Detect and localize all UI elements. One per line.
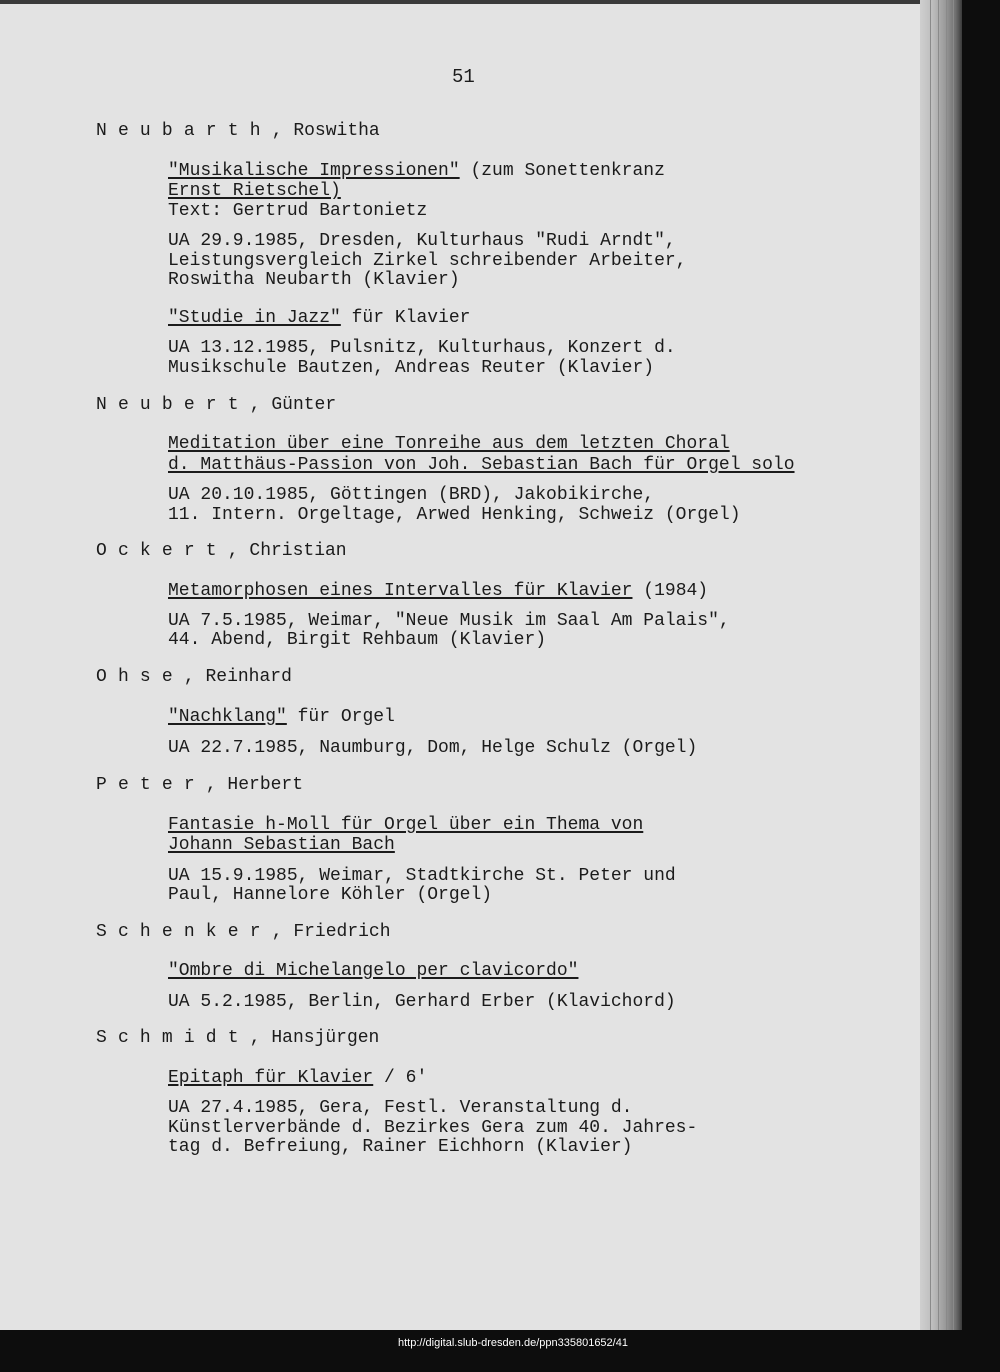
work-title-continued: Ernst Rietschel) xyxy=(168,181,341,201)
performance-line: Roswitha Neubarth (Klavier) xyxy=(168,270,460,290)
performance-line: Künstlerverbände d. Bezirkes Gera zum 40. Jahres- xyxy=(168,1118,698,1138)
composer-firstname: Christian xyxy=(249,541,347,561)
work-title: "Ombre di Michelangelo per clavicordo" xyxy=(168,961,579,981)
composer-heading: Ohse, Reinhard xyxy=(96,667,292,687)
page-edge-line xyxy=(953,0,954,1330)
composer-firstname: Reinhard xyxy=(205,667,292,687)
performance-line: tag d. Befreiung, Rainer Eichhorn (Klavier) xyxy=(168,1137,633,1157)
composer-surname: Schenker xyxy=(96,922,272,942)
work-title: "Studie in Jazz" für Klavier xyxy=(168,308,471,328)
performance-line: UA 15.9.1985, Weimar, Stadtkirche St. Peter und xyxy=(168,866,676,886)
page-edge-line xyxy=(946,0,947,1330)
performance-line: Musikschule Bautzen, Andreas Reuter (Klavier) xyxy=(168,358,655,378)
composer-surname: Ohse xyxy=(96,667,184,687)
page-top-edge xyxy=(0,0,962,4)
composer-heading: Peter, Herbert xyxy=(96,775,304,795)
composer-heading: Neubert, Günter xyxy=(96,395,337,415)
work-title-continued: Johann Sebastian Bach xyxy=(168,835,395,855)
work-title: "Nachklang" für Orgel xyxy=(168,707,395,727)
work-title: "Musikalische Impressionen" (zum Sonettenkranz xyxy=(168,161,665,181)
composer-heading: Schmidt, Hansjürgen xyxy=(96,1028,380,1048)
composer-firstname: Roswitha xyxy=(293,121,380,141)
composer-surname: Ockert xyxy=(96,541,228,561)
performance-line: UA 13.12.1985, Pulsnitz, Kulturhaus, Konzert d. xyxy=(168,338,676,358)
composer-firstname: Hansjürgen xyxy=(271,1028,380,1048)
performance-line: UA 22.7.1985, Naumburg, Dom, Helge Schulz (Orgel) xyxy=(168,738,698,758)
page-stack-edge xyxy=(920,0,962,1330)
composer-surname: Peter xyxy=(96,775,206,795)
composer-surname: Schmidt xyxy=(96,1028,250,1048)
composer-heading: Schenker, Friedrich xyxy=(96,922,391,942)
performance-line: UA 20.10.1985, Göttingen (BRD), Jakobikirche, xyxy=(168,485,655,505)
performance-line: UA 29.9.1985, Dresden, Kulturhaus "Rudi Arndt", xyxy=(168,231,676,251)
composer-heading: Neubarth, Roswitha xyxy=(96,121,380,141)
composer-heading: Ockert, Christian xyxy=(96,541,347,561)
performance-line: 11. Intern. Orgeltage, Arwed Henking, Schweiz (Orgel) xyxy=(168,505,741,525)
page-number: 51 xyxy=(452,66,475,88)
performance-line: 44. Abend, Birgit Rehbaum (Klavier) xyxy=(168,630,547,650)
work-title: Fantasie h-Moll für Orgel über ein Thema von xyxy=(168,815,644,835)
performance-line: Paul, Hannelore Köhler (Orgel) xyxy=(168,885,493,905)
source-url[interactable]: http://digital.slub-dresden.de/ppn335801652/41 xyxy=(398,1337,628,1349)
performance-line: Leistungsvergleich Zirkel schreibender Arbeiter, xyxy=(168,251,687,271)
composer-firstname: Herbert xyxy=(227,775,304,795)
composer-surname: Neubarth xyxy=(96,121,272,141)
work-title: Meditation über eine Tonreihe aus dem letzten Choral xyxy=(168,434,730,454)
performance-line: UA 5.2.1985, Berlin, Gerhard Erber (Klavichord) xyxy=(168,992,676,1012)
work-text-credit: Text: Gertrud Bartonietz xyxy=(168,201,428,221)
performance-line: UA 7.5.1985, Weimar, "Neue Musik im Saal Am Palais", xyxy=(168,611,730,631)
work-title-continued: d. Matthäus-Passion von Joh. Sebastian Bach für Orgel solo xyxy=(168,455,795,475)
performance-line: UA 27.4.1985, Gera, Festl. Veranstaltung d. xyxy=(168,1098,633,1118)
composer-firstname: Friedrich xyxy=(293,922,391,942)
page-edge-line xyxy=(938,0,939,1330)
work-title: Epitaph für Klavier / 6' xyxy=(168,1068,428,1088)
work-title: Metamorphosen eines Intervalles für Klavier (1984) xyxy=(168,581,709,601)
composer-firstname: Günter xyxy=(271,395,337,415)
composer-surname: Neubert xyxy=(96,395,250,415)
page-edge-line xyxy=(930,0,931,1330)
